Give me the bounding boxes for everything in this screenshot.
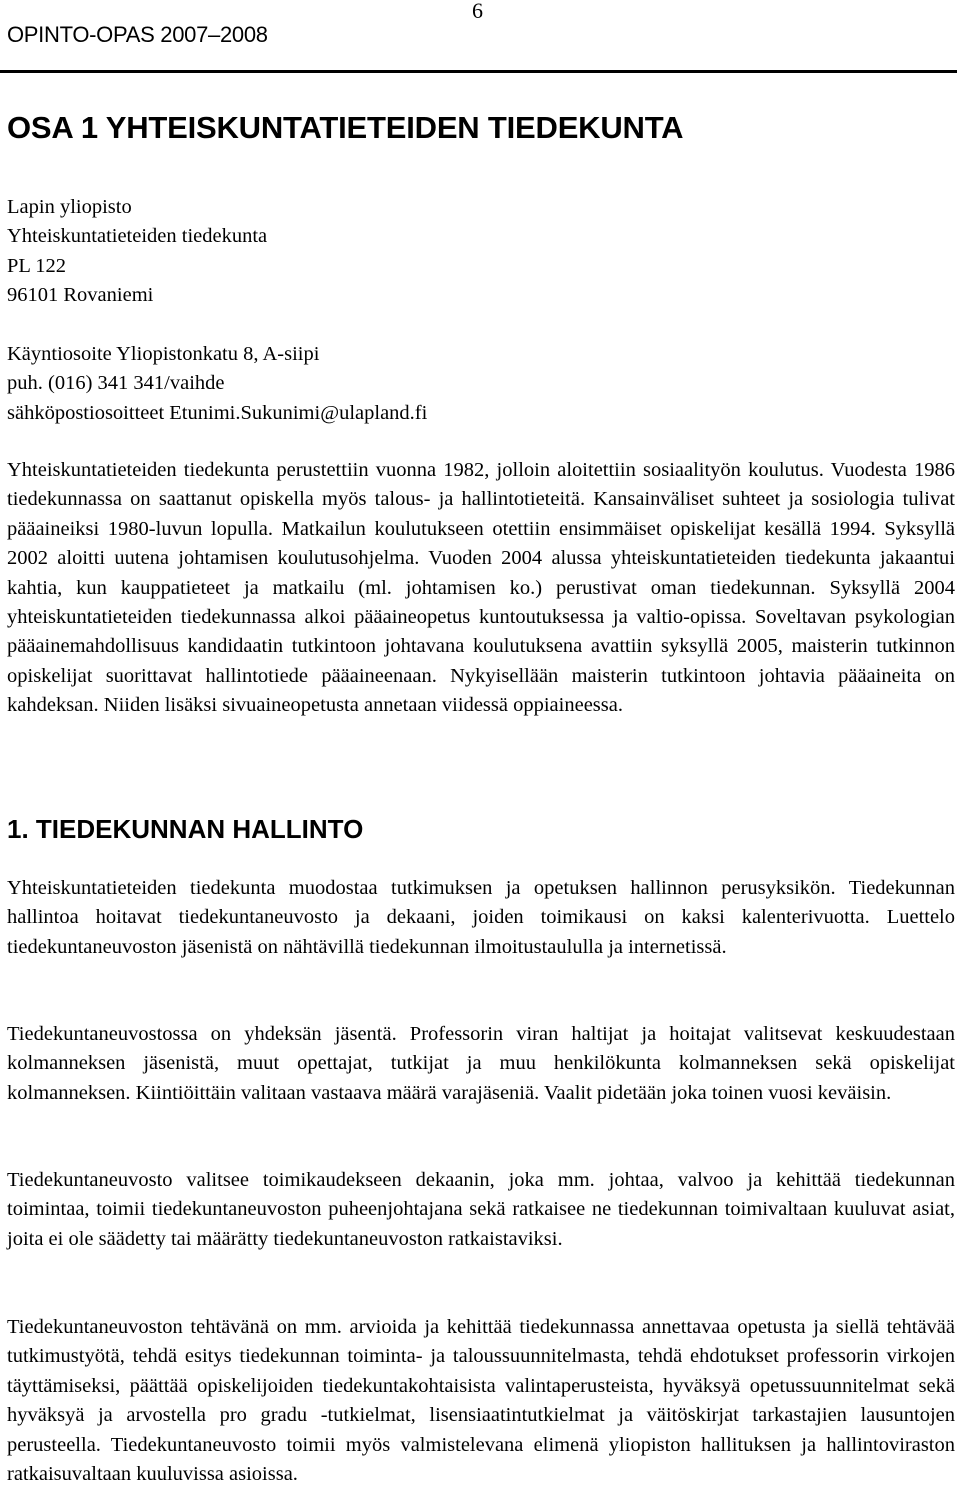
page-number: 6 (472, 0, 483, 23)
visiting-address: Käyntiosoite Yliopistonkatu 8, A-siipi (7, 343, 320, 365)
body-paragraph: Tiedekuntaneuvosto valitsee toimikaudekseen dekaanin, joka mm. johtaa, valvoo ja kehittää tiedekunnan toimintaa, toimii tiedekuntaneuvoston puheenjohtajana sekä ratkaisee ne tiedekunnan toimivaltaan kuuluvat asiat, joita ei ole säädetty tai määrätty tiedekuntaneuvoston ratkaistaviksi. (7, 1169, 955, 1250)
section-heading: 1. TIEDEKUNNAN HALLINTO (7, 814, 364, 844)
address-line: Yhteiskuntatieteiden tiedekunta (7, 225, 268, 248)
header-divider (0, 70, 957, 73)
email-format: sähköpostiosoitteet Etunimi.Sukunimi@ulapland.fi (7, 401, 428, 424)
intro-paragraph: Yhteiskuntatieteiden tiedekunta perustettiin vuonna 1982, jolloin aloitettiin sosiaalityön koulutus. Vuodesta 1986 tiedekunnassa on saattanut opiskella myös talous- ja hallintotieteitä. Kansainväliset suhteet ja sosiologia tulivat pääaineiksi 1980-luvun lopulla. Matkailun koulutukseen otettiin ensimmäiset opiskelijat kesällä 1994. Syksyllä 2002 aloitti uutena johtamisen koulutusohjelma. Vuoden 2004 alussa yhteiskuntatieteiden tiedekunta jakaantui kahtia, kun kauppatieteet ja matkailu (ml. johtamisen ko.) perustivat oman tiedekunnan. Syksyllä 2004 yhteiskuntatieteiden tiedekunnassa alkoi pääaineopetus kuntoutuksessa ja valtio-opissa. Soveltavan psykologian pääainemahdollisuus kandidaatin tutkintoon johtavana koulutuksena avattiin syksyllä 2005, maisterin tutkinnon opiskelijat suorittavat hallintotiede pääaineenaan. Nykyisellään maisterin tutkintoon johtavia pääaineita on kahdeksan. Niiden lisäksi sivuaineopetusta annetaan viidessä oppiaineessa. (7, 459, 955, 717)
running-header: OPINTO-OPAS 2007–2008 (7, 22, 268, 47)
phone-number: puh. (016) 341 341/vaihde (7, 372, 225, 395)
contact-block (7, 340, 955, 428)
address-line: Lapin yliopisto (7, 196, 132, 218)
body-paragraph: Tiedekuntaneuvostossa on yhdeksän jäsentä. Professorin viran haltijat ja hoitajat valitsevat keskuudestaan kolmanneksen jäsenistä, muut opettajat, tutkijat ja muu henkilökunta kolmanneksen sekä opiskelijat kolmanneksen. Kiintiöittäin valitaan vastaava määrä varajäseniä. Vaalit pidetään joka toinen vuosi keväisin. (7, 1023, 955, 1104)
body-paragraph: Yhteiskuntatieteiden tiedekunta muodostaa tutkimuksen ja opetuksen hallinnon perusyksikön. Tiedekunnan hallintoa hoitavat tiedekuntaneuvosto ja dekaani, joiden toimikausi on kaksi kalenterivuotta. Luettelo tiedekuntaneuvoston jäsenistä on nähtävillä tiedekunnan ilmoitustaululla ja internetissä. (7, 877, 955, 958)
address-block (7, 193, 955, 311)
body-paragraph: Tiedekuntaneuvoston tehtävänä on mm. arvioida ja kehittää tiedekunnassa annettavaa opetusta ja siellä tehtävää tutkimustyötä, tehdä esitys tiedekunnan toiminta- ja taloussuunnitelmasta, tehdä ehdotukset professorin virkojen täyttämiseksi, päättää opiskelijoiden tiedekuntakohtaisista valintaperusteista, hyväksyä opetussuunnitelmat sekä hyväksyä ja arvostella pro gradu -tutkielmat, lisensiaatintutkielmat ja väitöskirjat tarkastajien lausuntojen perusteella. Tiedekuntaneuvosto toimii myös valmistelevana elimenä yliopiston hallituksen ja hallintoviraston ratkaisuvaltaan kuuluvissa asioissa. (7, 1316, 955, 1486)
page-title: OSA 1 YHTEISKUNTATIETEIDEN TIEDEKUNTA (7, 110, 684, 145)
address-line: PL 122 (7, 254, 67, 277)
address-line: 96101 Rovaniemi (7, 284, 154, 307)
